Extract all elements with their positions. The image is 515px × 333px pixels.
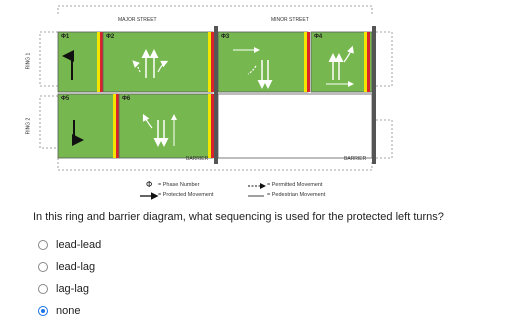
phase3-red xyxy=(307,32,310,92)
phase1-block xyxy=(58,32,102,92)
radio-button[interactable] xyxy=(38,240,48,250)
phase4-block xyxy=(311,32,372,92)
option-lag-lag[interactable] xyxy=(38,278,101,300)
phase4-red xyxy=(367,32,370,92)
phase5-red xyxy=(116,94,119,158)
phase2-label: Φ2 xyxy=(106,34,115,40)
barrier-label-1: BARRIER xyxy=(186,156,209,162)
phase2-block xyxy=(103,32,213,92)
legend-pedestrian-movement: = Pedestrian Movement xyxy=(267,192,326,198)
option-none[interactable] xyxy=(38,300,101,322)
phase6-label: Φ6 xyxy=(122,96,131,102)
legend-permitted-movement: = Permitted Movement xyxy=(267,182,323,188)
phase5-block xyxy=(58,94,118,158)
phase4-yellow xyxy=(364,32,367,92)
phase2-red xyxy=(211,32,214,92)
phase6-yellow xyxy=(208,94,211,158)
ring1-loop-left xyxy=(40,32,58,86)
phase1-yellow xyxy=(97,32,100,92)
ring1-top-loop xyxy=(58,6,372,14)
legend-phase-symbol: Φ xyxy=(146,180,153,189)
phase1-label: Φ1 xyxy=(61,34,70,40)
option-label: lag-lag xyxy=(56,283,90,295)
option-lead-lag[interactable] xyxy=(38,256,101,278)
barrier-label-2: BARRIER xyxy=(344,156,367,162)
radio-button-selected[interactable] xyxy=(38,306,48,316)
question-text: In this ring and barrier diagram, what sequencing is used for the protected left turns? xyxy=(33,211,444,223)
phase3-yellow xyxy=(304,32,307,92)
phase5-label: Φ5 xyxy=(61,96,70,102)
phase5-yellow xyxy=(113,94,116,158)
radio-button[interactable] xyxy=(38,262,48,272)
phase2-yellow xyxy=(208,32,211,92)
phase3-label: Φ3 xyxy=(221,34,230,40)
phase6-red xyxy=(211,94,214,158)
option-label: lead-lead xyxy=(56,239,102,251)
answer-options xyxy=(38,234,101,322)
phase4-label: Φ4 xyxy=(314,34,323,40)
minor-street-label: MINOR STREET xyxy=(271,17,309,23)
option-label: lead-lag xyxy=(56,261,96,273)
barrier-1 xyxy=(214,26,218,164)
ring2-empty-block xyxy=(218,94,372,158)
option-lead-lead[interactable] xyxy=(38,234,101,256)
phase6-block xyxy=(119,94,213,158)
ring1-label: RING 1 xyxy=(25,52,32,70)
ring2-label: RING 2 xyxy=(25,117,32,135)
ring2-loop-left xyxy=(40,96,58,148)
radio-button[interactable] xyxy=(38,284,48,294)
barrier-2 xyxy=(372,26,376,164)
option-label: none xyxy=(56,305,81,317)
phase1-red xyxy=(100,32,103,92)
legend-phase-number: = Phase Number xyxy=(158,182,200,188)
phase3-block xyxy=(218,32,308,92)
major-street-label: MAJOR STREET xyxy=(118,17,157,23)
legend-protected-movement: = Protected Movement xyxy=(158,192,214,198)
